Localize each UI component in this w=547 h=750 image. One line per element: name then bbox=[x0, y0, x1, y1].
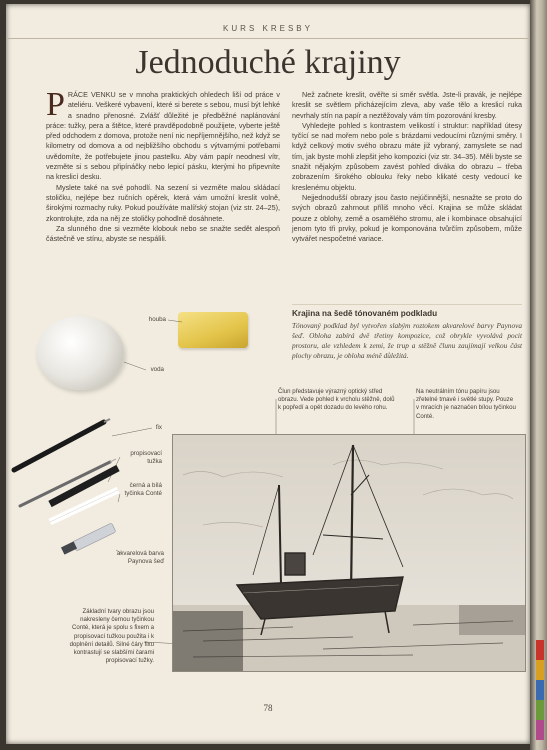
book-page-edge bbox=[530, 0, 547, 750]
page-number: 78 bbox=[263, 703, 273, 713]
annotation-top-left: Člun představuje výrazný optický střed obrazu. Vede pohled k vrcholu stěžně, dolů k popředí a opět dozadu do levého rohu. bbox=[278, 388, 395, 412]
label-pencil: propisovací tužka bbox=[130, 450, 162, 465]
paragraph-2: Myslete také na své pohodlí. Na sezení si vezměte malou skládací stoličku, nejlépe bez ručních opěrek, která vám umožní kreslit volně, širokými rozmachy ruky. Pokud používáte malířský stojan (viz str. 24–25), zkontrolujte, zda na něj ze stoličky pohodlně dosáhnete. bbox=[46, 182, 280, 223]
water-jar-image bbox=[36, 316, 124, 390]
label-water: voda bbox=[150, 366, 164, 373]
boat-sketch-image bbox=[172, 434, 526, 672]
color-tab-markers bbox=[536, 640, 544, 740]
page-title: Jednoduché krajiny bbox=[135, 44, 401, 81]
book-page bbox=[6, 4, 530, 744]
paragraph-1-text: RÁCE VENKU se v mnoha praktických ohledech liší od práce v ateliéru. Veškeré vybavení, které si berete s sebou, musí být lehké a snadno přenosné. Zvlášť důležité je předběžné naplánování práce: tužky, pera a štětce, které pravděpodobně použijete, vyberte ještě před odchodem z domova, protože není nic nepříjemnějšího, než když se kilometry od domova a od nejbližšího obchodu s výtvarnými potřebami uvědomíte, že potřebujete jinou pastelku. Aby vám papír neodnesl vítr, vezměte si s sebou připínáčky nebo lepicí pásku, kterými ho připevníte na kreslicí desku. bbox=[46, 90, 280, 182]
subsection-text: Tónovaný podklad byl vytvořen slabým roztokem akvarelové barvy Paynova šeď. Obloha zabírá dvě třetiny kompozice, což obrykle vyvolává pocit prostoru, ale vzhledem k zemi, že trup a stěžně člunu zaujímají velkou část plochy obrazu, je obloha méně důležitá. bbox=[292, 321, 522, 360]
label-sponge: houba bbox=[148, 316, 166, 323]
paragraph-6: Nejjednodušší obrazy jsou často nejúčinnější, nesnažte se proto do svých obrazů zahrnout příliš mnoho věcí. Krajina se může skládat pouze z oblohy, země a osamělého stromu, ale i kombinace obsahující jenom tyto tři prvky, pokud je komponována tvůrčím způsobem, může vytvářet nespočetné variace. bbox=[292, 192, 522, 244]
label-paint: akvarelová barva Paynova šeď bbox=[116, 550, 164, 565]
paragraph-4: Než začnete kreslit, ověřte si směr světla. Jste-li pravák, je nejlépe kreslit se světlem přicházejícím zleva, aby vaše tělo a kreslicí ruka nevrhaly stín na papír a neztěžovaly vám tím pozorování kresby. bbox=[292, 90, 522, 120]
annotation-bottom-left: Základní tvary obrazu jsou nakresleny černou tyčinkou Conté, která je spolu s fixem a propisovací tužkou použita i k doplnění detailů. Silné čáry fixu kontrastují se slabšími čarami propisovací tužky. bbox=[69, 608, 154, 665]
subsection-heading: Krajina na šedě tónovaném podkladu bbox=[292, 309, 438, 318]
section-label: KURS KRESBY bbox=[223, 24, 313, 33]
label-conte: černá a bílá tyčinka Conté bbox=[124, 482, 162, 497]
paragraph-3: Za slunného dne si vezměte klobouk nebo se snažte sedět alespoň částečně ve stínu, abyste se nespálili. bbox=[46, 223, 280, 244]
label-pen: fix bbox=[155, 424, 162, 431]
drop-cap: P bbox=[46, 86, 65, 123]
boat-sketch-drawing bbox=[173, 435, 525, 671]
annotation-top-right: Na neutrálním tónu papíru jsou zřetelné tmavé i světlé stupy. Pouze v mracích je naznačen bílou tyčinkou Conté. bbox=[416, 388, 516, 420]
paragraph-5: Vyhledejte pohled s kontrastem velikostí i struktur: například útesy tyčící se nad mořem nebo pole s brázdami vedoucími různými směry. I když celkový motiv svého obrazu máte již vybraný, zamyslete se nad tím, jak byste mohli zlepšit jeho kompozici (viz str. 34–35). Měli byste se snažit nějakým způsobem zavést pohled diváka do obrazu – třeba zobrazením širokého oblouku řeky nebo klikaté cesty vedoucí ke kreslenému objektu. bbox=[292, 120, 522, 192]
